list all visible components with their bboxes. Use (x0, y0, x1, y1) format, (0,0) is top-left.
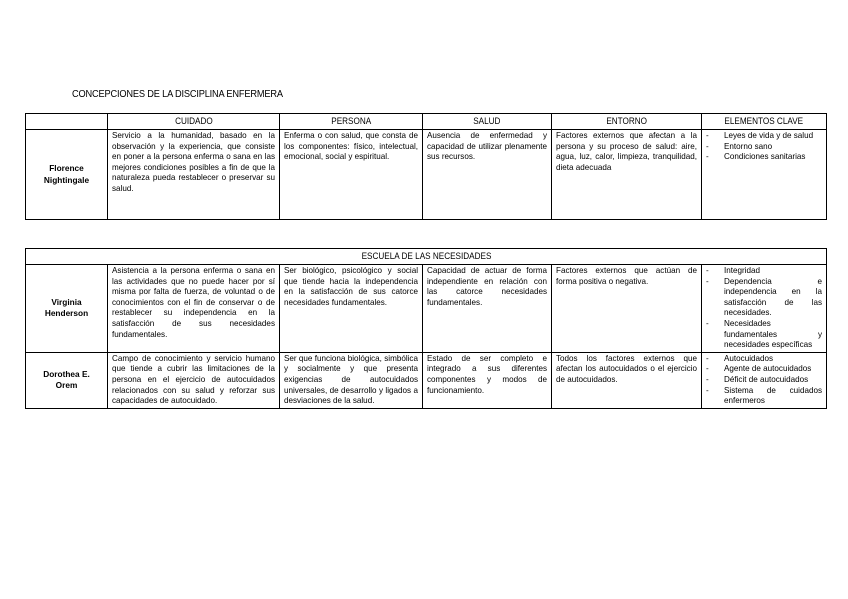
concepts-table (25, 113, 827, 220)
table-row (26, 265, 827, 353)
needs-school-table (25, 248, 827, 409)
list-item: - Sistema de cuidados enfermeros (706, 386, 822, 407)
page-title: CONCEPCIONES DE LA DISCIPLINA ENFERMERA (72, 88, 283, 100)
header-empty (26, 114, 108, 130)
persona-cell: Ser biológico, psicológico y social que tiende hacia la independencia en la satisfacción de sus catorce necesidades fundamentales. (280, 265, 423, 353)
salud-cell: Capacidad de actuar de forma independiente en relación con las catorce necesidades fundamentales. (423, 265, 552, 353)
header-persona: PERSONA (280, 114, 423, 130)
salud-cell: Ausencia de enfermedad y capacidad de utilizar plenamente sus recursos. (423, 130, 552, 220)
table-row (26, 352, 827, 408)
list-item: - Entorno sano (706, 142, 822, 153)
elementos-list (706, 266, 822, 351)
entorno-cell: Factores externos que afectan a la persona y su proceso de salud: aire, agua, luz, calor, limpieza, tranquilidad, dieta adecuada (552, 130, 702, 220)
header-row (26, 249, 827, 265)
list-item: - Necesidades fundamentales y necesidades específicas (706, 319, 822, 351)
list-item: - Agente de autocuidados (706, 364, 822, 375)
persona-cell: Ser que funciona biológica, simbólica y socialmente y que presenta exigencias de autocuidados universales, de desarrollo y ligados a desviaciones de la salud. (280, 352, 423, 408)
elementos-cell (702, 352, 827, 408)
cuidado-cell: Asistencia a la persona enferma o sana en las actividades que no puede hacer por sí misma por falta de fuerza, de voluntad o de conocimientos con el fin de conservar o de restablecer su independencia en la satisfacción de sus necesidades fundamentales. (108, 265, 280, 353)
header-row (26, 114, 827, 130)
theorist-name: Virginia Henderson (26, 265, 108, 353)
salud-cell: Estado de ser completo e integrado a sus diferentes componentes y modos de funcionamiento. (423, 352, 552, 408)
school-title: ESCUELA DE LAS NECESIDADES (26, 249, 827, 265)
elementos-cell (702, 130, 827, 220)
list-item: - Déficit de autocuidados (706, 375, 822, 386)
elementos-cell (702, 265, 827, 353)
cuidado-cell: Campo de conocimiento y servicio humano que tiende a cubrir las limitaciones de la persona en el ejercicio de autocuidados relacionados con su salud y reforzar sus capacidades de autocuidado. (108, 352, 280, 408)
list-item: - Dependencia e independencia en la satisfacción de las necesidades. (706, 277, 822, 319)
persona-cell: Enferma o con salud, que consta de los componentes: físico, intelectual, emocional, social y espiritual. (280, 130, 423, 220)
theorist-name: Dorothea E. Orem (26, 352, 108, 408)
table-row (26, 130, 827, 220)
header-cuidado: CUIDADO (108, 114, 280, 130)
header-salud: SALUD (423, 114, 552, 130)
cuidado-cell: Servicio a la humanidad, basado en la observación y la experiencia, que consiste en poner a la persona enferma o sana en las mejores condiciones posibles a fin de que la naturaleza pueda restablecer o preservar su salud. (108, 130, 280, 220)
list-item: - Integridad (706, 266, 822, 277)
list-item: - Condiciones sanitarias (706, 152, 822, 163)
entorno-cell: Todos los factores externos que afectan los autocuidados o el ejercicio de autocuidados. (552, 352, 702, 408)
elementos-list (706, 131, 822, 163)
entorno-cell: Factores externos que actúan de forma positiva o negativa. (552, 265, 702, 353)
header-entorno: ENTORNO (552, 114, 702, 130)
list-item: - Autocuidados (706, 354, 822, 365)
list-item: - Leyes de vida y de salud (706, 131, 822, 142)
header-elementos-clave: ELEMENTOS CLAVE (702, 114, 827, 130)
elementos-list (706, 354, 822, 407)
theorist-name: Florence Nightingale (26, 130, 108, 220)
